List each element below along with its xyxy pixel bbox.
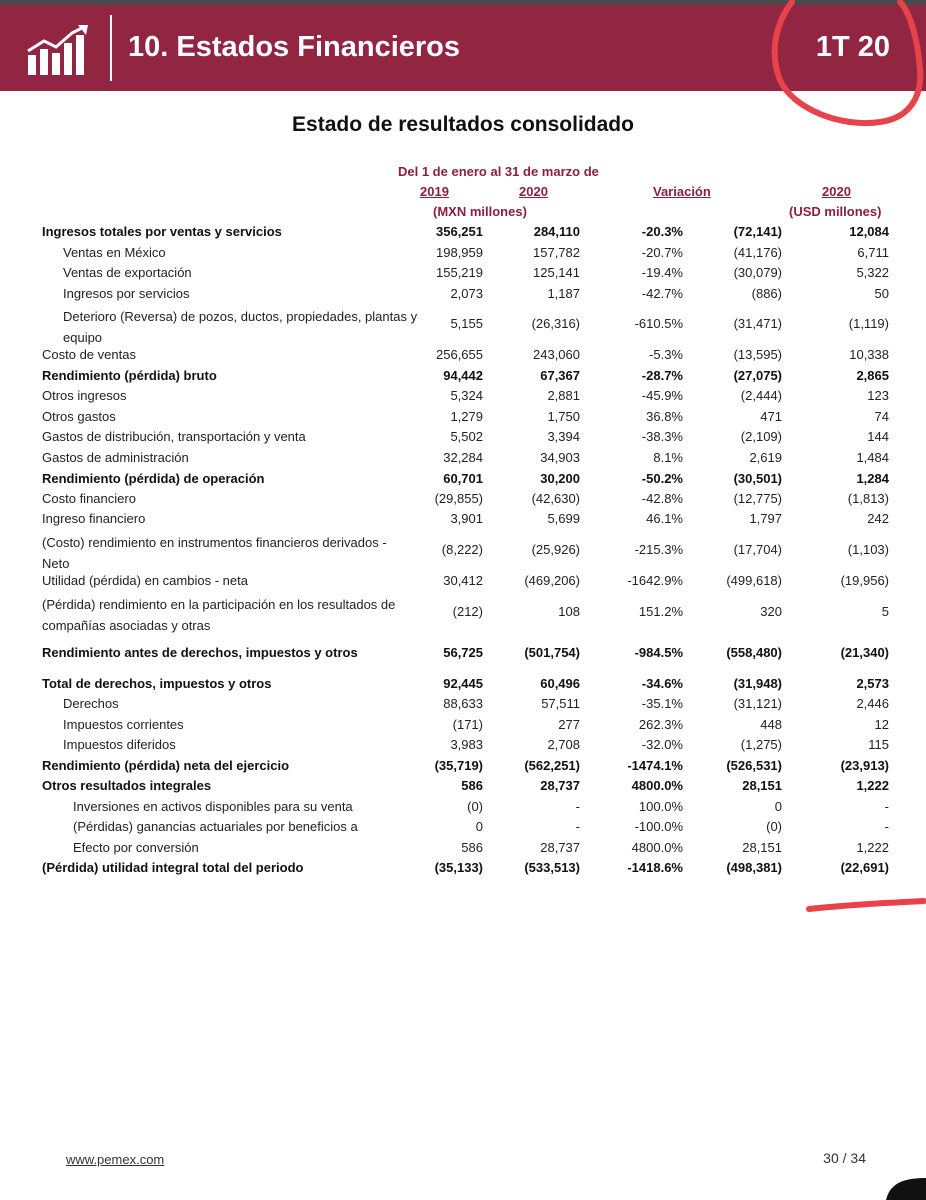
page-number: 30 / 34 bbox=[823, 1150, 866, 1166]
variation-abs: (0) bbox=[766, 819, 782, 834]
value-2020: 157,782 bbox=[533, 245, 580, 260]
value-2020-usd: 5 bbox=[881, 604, 889, 619]
value-2020-usd: 144 bbox=[867, 429, 889, 444]
value-2020: 277 bbox=[558, 717, 580, 732]
value-2019: 586 bbox=[461, 840, 483, 855]
value-2020: 3,394 bbox=[547, 429, 580, 444]
variation-pct: 8.1% bbox=[653, 450, 683, 465]
value-2019: (35,133) bbox=[434, 860, 483, 875]
variation-abs: (31,948) bbox=[733, 676, 782, 691]
value-2020: (501,754) bbox=[524, 645, 580, 660]
value-2019: 256,655 bbox=[436, 347, 483, 362]
header-divider bbox=[110, 15, 112, 81]
value-2020-usd: 2,573 bbox=[856, 676, 889, 691]
value-2020: 125,141 bbox=[533, 265, 580, 280]
variation-pct: -42.8% bbox=[641, 491, 683, 506]
value-2019: 3,983 bbox=[450, 737, 483, 752]
variation-pct: -32.0% bbox=[641, 737, 683, 752]
value-2020: 67,367 bbox=[540, 368, 580, 383]
row-label: Efecto por conversión bbox=[73, 840, 199, 855]
value-2020: 57,511 bbox=[541, 696, 580, 711]
row-label: Ventas en México bbox=[63, 245, 166, 260]
variation-abs: (72,141) bbox=[733, 224, 782, 239]
value-2020: 243,060 bbox=[533, 347, 580, 362]
row-label: Rendimiento (pérdida) de operación bbox=[42, 471, 265, 486]
row-label: Impuestos diferidos bbox=[63, 737, 176, 752]
value-2019: (35,719) bbox=[434, 758, 483, 773]
col-header-2020-usd: 2020 bbox=[822, 184, 851, 199]
variation-pct: 100.0% bbox=[638, 799, 683, 814]
value-2020: (42,630) bbox=[531, 491, 580, 506]
variation-pct: 4800.0% bbox=[631, 840, 683, 855]
value-2019: 94,442 bbox=[443, 368, 483, 383]
variation-abs: (41,176) bbox=[733, 245, 782, 260]
variation-abs: (31,471) bbox=[733, 316, 782, 331]
value-2019: (8,222) bbox=[441, 542, 483, 557]
unit-mxn: (MXN millones) bbox=[433, 204, 527, 219]
value-2020: (469,206) bbox=[524, 573, 580, 588]
value-2019: 2,073 bbox=[450, 286, 483, 301]
value-2020-usd: (22,691) bbox=[840, 860, 889, 875]
variation-abs: (17,704) bbox=[733, 542, 782, 557]
variation-pct: -35.1% bbox=[641, 696, 683, 711]
row-label: Otros resultados integrales bbox=[42, 778, 212, 793]
row-label: Gastos de distribución, transportación y venta bbox=[42, 429, 306, 444]
variation-abs: (31,121) bbox=[733, 696, 782, 711]
value-2020-usd: 115 bbox=[868, 737, 889, 752]
value-2020: 34,903 bbox=[540, 450, 580, 465]
section-title: 10. Estados Financieros bbox=[128, 31, 461, 63]
value-2020-usd: 5,322 bbox=[856, 265, 889, 280]
row-label: Impuestos corrientes bbox=[63, 717, 184, 732]
variation-abs: 0 bbox=[774, 799, 782, 814]
variation-abs: (12,775) bbox=[733, 491, 782, 506]
value-2020-usd: (19,956) bbox=[840, 573, 889, 588]
variation-pct: -28.7% bbox=[641, 368, 683, 383]
value-2019: (212) bbox=[452, 604, 483, 619]
row-label: Ventas de exportación bbox=[63, 265, 192, 280]
variation-pct: 4800.0% bbox=[631, 778, 683, 793]
value-2019: 155,219 bbox=[436, 265, 483, 280]
value-2019: 5,502 bbox=[450, 429, 483, 444]
value-2020-usd: 123 bbox=[867, 388, 889, 403]
variation-abs: 1,797 bbox=[749, 511, 782, 526]
quarter-label: 1T 20 bbox=[815, 31, 890, 63]
variation-pct: -610.5% bbox=[634, 316, 683, 331]
value-2019: (29,855) bbox=[434, 491, 483, 506]
unit-usd: (USD millones) bbox=[789, 204, 882, 219]
value-2020: 60,496 bbox=[540, 676, 580, 691]
value-2019: 3,901 bbox=[450, 511, 483, 526]
value-2020-usd: (1,103) bbox=[847, 542, 889, 557]
row-label: Rendimiento antes de derechos, impuestos y otros bbox=[42, 645, 358, 660]
row-label: Otros gastos bbox=[42, 409, 116, 424]
value-2020-usd: 1,222 bbox=[856, 778, 889, 793]
variation-abs: (886) bbox=[751, 286, 782, 301]
value-2020: 2,881 bbox=[547, 388, 580, 403]
row-label: (Pérdida) rendimiento en la participación en los resultados de compañías asociadas y otras bbox=[42, 597, 396, 633]
row-label: Inversiones en activos disponibles para su venta bbox=[73, 799, 353, 814]
row-label: Ingresos por servicios bbox=[63, 286, 190, 301]
variation-pct: -1642.9% bbox=[627, 573, 683, 588]
variation-abs: (1,275) bbox=[740, 737, 782, 752]
row-label: Utilidad (pérdida) en cambios - neta bbox=[42, 573, 248, 588]
row-label: Deterioro (Reversa) de pozos, ductos, propiedades, plantas y equipo bbox=[63, 309, 418, 345]
value-2019: 0 bbox=[475, 819, 483, 834]
value-2020: (25,926) bbox=[531, 542, 580, 557]
value-2019: (0) bbox=[467, 799, 483, 814]
value-2020: 108 bbox=[558, 604, 580, 619]
variation-abs: (498,381) bbox=[726, 860, 782, 875]
variation-abs: 28,151 bbox=[742, 778, 782, 793]
value-2020-usd: (1,119) bbox=[848, 316, 889, 331]
value-2019: 56,725 bbox=[443, 645, 483, 660]
row-label: (Costo) rendimiento en instrumentos financieros derivados - Neto bbox=[42, 535, 387, 571]
variation-pct: -19.4% bbox=[641, 265, 683, 280]
value-2020-usd: (21,340) bbox=[840, 645, 889, 660]
variation-pct: 46.1% bbox=[646, 511, 683, 526]
variation-pct: 151.2% bbox=[638, 604, 683, 619]
value-2020: 1,750 bbox=[547, 409, 580, 424]
website-link[interactable]: www.pemex.com bbox=[66, 1152, 165, 1167]
value-2020: 2,708 bbox=[547, 737, 580, 752]
variation-abs: (526,531) bbox=[726, 758, 782, 773]
value-2020: 1,187 bbox=[547, 286, 580, 301]
variation-pct: -20.3% bbox=[641, 224, 683, 239]
variation-pct: -984.5% bbox=[634, 645, 683, 660]
variation-abs: (30,501) bbox=[733, 471, 782, 486]
value-2020: 284,110 bbox=[533, 224, 580, 239]
variation-pct: -5.3% bbox=[649, 347, 683, 362]
row-label: Rendimiento (pérdida) bruto bbox=[42, 368, 217, 383]
value-2019: 60,701 bbox=[443, 471, 483, 486]
value-2020-usd: 1,222 bbox=[856, 840, 889, 855]
variation-pct: -34.6% bbox=[641, 676, 683, 691]
variation-abs: 320 bbox=[760, 604, 782, 619]
variation-pct: 262.3% bbox=[638, 717, 683, 732]
value-2020-usd: 2,865 bbox=[856, 368, 889, 383]
variation-abs: (30,079) bbox=[733, 265, 782, 280]
row-label: Derechos bbox=[63, 696, 119, 711]
row-label: Gastos de administración bbox=[42, 450, 189, 465]
value-2020-usd: 12 bbox=[874, 717, 889, 732]
value-2020: 28,737 bbox=[540, 778, 580, 793]
value-2020: (26,316) bbox=[531, 316, 580, 331]
value-2019: 88,633 bbox=[443, 696, 483, 711]
period-header: Del 1 de enero al 31 de marzo de bbox=[398, 164, 599, 179]
variation-abs: 448 bbox=[760, 717, 782, 732]
page-corner-shape bbox=[846, 1178, 926, 1200]
value-2019: 30,412 bbox=[443, 573, 483, 588]
value-2019: 5,324 bbox=[450, 388, 483, 403]
value-2020-usd: - bbox=[884, 799, 889, 814]
value-2020-usd: 2,446 bbox=[856, 696, 889, 711]
variation-abs: (558,480) bbox=[726, 645, 782, 660]
handdrawn-underline-annotation bbox=[805, 895, 926, 919]
value-2020: 30,200 bbox=[540, 471, 580, 486]
row-label: Rendimiento (pérdida) neta del ejercicio bbox=[42, 758, 290, 773]
value-2019: 32,284 bbox=[443, 450, 483, 465]
col-header-2019: 2019 bbox=[420, 184, 449, 199]
value-2019: 586 bbox=[461, 778, 483, 793]
variation-abs: (13,595) bbox=[733, 347, 782, 362]
row-label: Total de derechos, impuestos y otros bbox=[42, 676, 272, 691]
row-label: (Pérdida) utilidad integral total del periodo bbox=[42, 860, 304, 875]
value-2019: 356,251 bbox=[436, 224, 483, 239]
variation-pct: -38.3% bbox=[641, 429, 683, 444]
col-header-variation: Variación bbox=[653, 184, 711, 199]
value-2020-usd: 6,711 bbox=[857, 245, 889, 260]
value-2019: 198,959 bbox=[436, 245, 483, 260]
variation-pct: -20.7% bbox=[641, 245, 683, 260]
value-2020-usd: (1,813) bbox=[847, 491, 889, 506]
section-header bbox=[0, 5, 926, 91]
variation-pct: -1474.1% bbox=[627, 758, 683, 773]
row-label: Costo de ventas bbox=[42, 347, 136, 362]
value-2020-usd: (23,913) bbox=[840, 758, 889, 773]
value-2019: 1,279 bbox=[450, 409, 483, 424]
statement-title: Estado de resultados consolidado bbox=[292, 113, 634, 136]
col-header-2020: 2020 bbox=[519, 184, 548, 199]
value-2019: (171) bbox=[452, 717, 483, 732]
value-2020: (562,251) bbox=[524, 758, 580, 773]
row-label: (Pérdidas) ganancias actuariales por beneficios a bbox=[73, 819, 358, 834]
row-label: Otros ingresos bbox=[42, 388, 127, 403]
variation-abs: (27,075) bbox=[733, 368, 782, 383]
value-2020-usd: 242 bbox=[867, 511, 889, 526]
value-2019: 5,155 bbox=[450, 316, 483, 331]
variation-abs: (2,109) bbox=[740, 429, 782, 444]
row-label: Costo financiero bbox=[42, 491, 136, 506]
variation-pct: -50.2% bbox=[641, 471, 683, 486]
value-2020: 28,737 bbox=[540, 840, 580, 855]
variation-abs: 471 bbox=[760, 409, 782, 424]
variation-pct: -100.0% bbox=[634, 819, 683, 834]
variation-abs: (2,444) bbox=[740, 388, 782, 403]
value-2020: - bbox=[575, 819, 580, 834]
value-2020-usd: 50 bbox=[874, 286, 889, 301]
row-label: Ingreso financiero bbox=[42, 511, 146, 526]
row-label: Ingresos totales por ventas y servicios bbox=[42, 224, 282, 239]
variation-pct: -1418.6% bbox=[627, 860, 683, 875]
variation-abs: 28,151 bbox=[742, 840, 782, 855]
value-2020: 5,699 bbox=[547, 511, 580, 526]
value-2020: - bbox=[575, 799, 580, 814]
value-2020-usd: 12,084 bbox=[849, 224, 889, 239]
growth-chart-icon bbox=[26, 25, 92, 77]
value-2020-usd: 1,284 bbox=[856, 471, 889, 486]
variation-pct: 36.8% bbox=[646, 409, 683, 424]
variation-abs: (499,618) bbox=[726, 573, 782, 588]
value-2020: (533,513) bbox=[524, 860, 580, 875]
variation-abs: 2,619 bbox=[749, 450, 782, 465]
variation-pct: -215.3% bbox=[634, 542, 683, 557]
variation-pct: -42.7% bbox=[641, 286, 683, 301]
value-2020-usd: 1,484 bbox=[856, 450, 889, 465]
variation-pct: -45.9% bbox=[641, 388, 683, 403]
value-2019: 92,445 bbox=[443, 676, 483, 691]
value-2020-usd: 74 bbox=[874, 409, 889, 424]
value-2020-usd: - bbox=[884, 819, 889, 834]
value-2020-usd: 10,338 bbox=[849, 347, 889, 362]
